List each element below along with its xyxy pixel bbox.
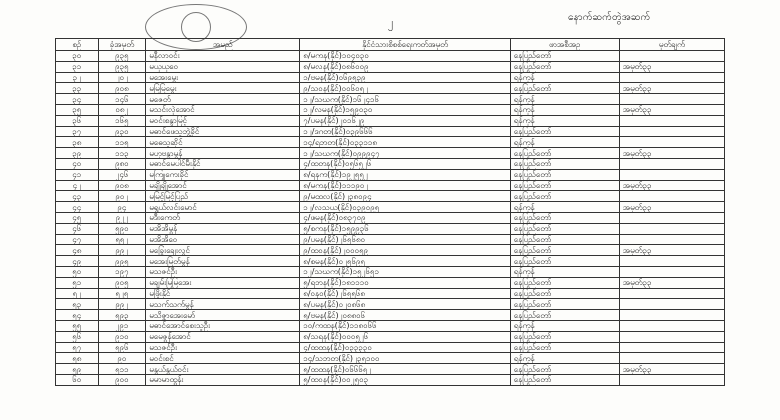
location-cell: ရန်ကုန်	[510, 72, 619, 83]
serial-cell: ၅၀	[56, 266, 99, 277]
name-cell: မအိအိမွန်	[146, 223, 300, 234]
table-row	[56, 126, 725, 137]
nrc-cell: ၁/ဗမန(နိုင်)၀၆၉၅၃၉	[300, 72, 510, 83]
location-cell: ရန်ကုန်	[510, 353, 619, 364]
name-cell: မသက်သက်မွန်	[146, 299, 300, 310]
remark-cell	[619, 212, 724, 223]
nrc-cell: ၈/ပမန(နိုင်)၀၂၀၈၆၈	[300, 299, 510, 310]
serial-cell: ၃၃	[56, 83, 99, 94]
table-row	[56, 202, 725, 213]
name-cell: မရွယ်လင်းမောင်	[146, 202, 300, 213]
table-row	[56, 234, 725, 245]
location-cell: ရန်ကုန်	[510, 320, 619, 331]
seat-cell: ၉၄	[98, 202, 146, 213]
name-cell: မသင်းလှဲအောင်	[146, 104, 300, 115]
name-cell: မဟုဗန္ဒာမွန်	[146, 148, 300, 159]
table-row	[56, 94, 725, 105]
seat-cell: ၁၁၅	[98, 137, 146, 148]
remark-cell	[619, 266, 724, 277]
remark-cell	[619, 115, 724, 126]
nrc-cell: ၉/ပမန(နိုင်)၂၆၅၆၈၀	[300, 234, 510, 245]
name-cell: မဒီးကေတ်	[146, 212, 300, 223]
nrc-cell: ၈/မလန(နိုင်)၀၈၆၀၀၉	[300, 61, 510, 72]
location-cell: နေပြည်တော်	[510, 148, 619, 159]
serial-cell: ၄၇	[56, 234, 99, 245]
remark-cell: အမှတ်၃၃	[619, 61, 724, 72]
location-cell: ရန်ကုန်	[510, 115, 619, 126]
remark-cell	[619, 137, 724, 148]
serial-cell: ၄၄	[56, 202, 99, 213]
location-cell: နေပြည်တော်	[510, 245, 619, 256]
table-row	[56, 353, 725, 364]
table-row	[56, 72, 725, 83]
table-row	[56, 277, 725, 288]
serial-cell: ၅၉	[56, 364, 99, 375]
nrc-cell: ၄/ဖမန(နိုင်)၀၈၃၇၀၉	[300, 212, 510, 223]
seat-cell: ၉၀၅	[98, 277, 146, 288]
nrc-cell: ၈/မကန(နိုင်)၁၁၁၉၀၂	[300, 180, 510, 191]
nrc-cell: ၅/ရဘန(နိုင်)၁၈၁၁၁၀	[300, 277, 510, 288]
seat-cell: ၉၂၂	[98, 212, 146, 223]
nrc-cell: ၅/စကန(နိုင်)၁၅၉၉၃၆	[300, 223, 510, 234]
name-cell: မဓာင်မေပါင်မီးနိုင်	[146, 158, 300, 169]
seat-cell: ၉၀၈	[98, 180, 146, 191]
seat-cell: ၉၃၅	[98, 51, 146, 62]
seat-cell: ၉၉၂	[98, 299, 146, 310]
table-row	[56, 331, 725, 342]
nrc-cell: ၈/မကန(နိုင်)၁၀၄၀၃၀	[300, 51, 510, 62]
remark-cell	[619, 72, 724, 83]
remark-cell	[619, 191, 724, 202]
location-cell: နေပြည်တော်	[510, 364, 619, 375]
name-cell: မချမ်းမြမြအေး	[146, 277, 300, 288]
seat-cell: ၉၀	[98, 353, 146, 364]
serial-cell: ၅၁	[56, 277, 99, 288]
table-row	[56, 51, 725, 62]
nrc-cell: ၁၂/သဃက(နိုင်)၁၆၂၄၁၆	[300, 94, 510, 105]
serial-cell: ၃၇	[56, 126, 99, 137]
serial-cell: ၅၆	[56, 331, 99, 342]
location-cell: နေပြည်တော်	[510, 310, 619, 321]
serial-cell: ၄၃	[56, 191, 99, 202]
table-row	[56, 83, 725, 94]
nrc-cell: ၁၂/လမန(နိုင်)၁၅၉၀၃၀	[300, 104, 510, 115]
serial-cell: ၃၀	[56, 51, 99, 62]
header-location: ဖာအစီအဥ	[510, 39, 619, 51]
name-cell: မဖြိုးနိုင်	[146, 288, 300, 299]
remark-cell	[619, 158, 724, 169]
header-note: နောက်ဆက်တွဲအဆက်	[568, 12, 651, 23]
name-cell: မဝင်းစင်	[146, 353, 300, 364]
remark-cell	[619, 169, 724, 180]
nrc-cell: ၁၂/သဃက(နိုင်)၁၅၂၆၅၁	[300, 266, 510, 277]
location-cell: ရန်ကုန်	[510, 104, 619, 115]
seat-cell: ၁၆၅	[98, 115, 146, 126]
roster-table	[55, 38, 725, 386]
location-cell: နေပြည်တော်	[510, 126, 619, 137]
location-cell: ရန်ကုန်	[510, 94, 619, 105]
remark-cell	[619, 353, 724, 364]
seat-cell: ၅၅၂	[98, 234, 146, 245]
table-header-row	[56, 39, 725, 51]
remark-cell	[619, 299, 724, 310]
location-cell: ရန်ကုန်	[510, 137, 619, 148]
location-cell: နေပြည်တော်	[510, 288, 619, 299]
nrc-cell: ၇/ပမန(နိုင်)၂၀၁၆၂၉	[300, 115, 510, 126]
serial-cell: ၄၅	[56, 212, 99, 223]
remark-cell: အမှတ်၃၃	[619, 83, 724, 94]
name-cell: မမာမာထွန်း	[146, 374, 300, 385]
location-cell: နေပြည်တော်	[510, 180, 619, 191]
nrc-cell: ၅/ထထန(နိုင်)၀၆၆၆၅၂	[300, 364, 510, 375]
serial-cell: ၄၀	[56, 158, 99, 169]
remark-cell: အမှတ်၃၃	[619, 148, 724, 159]
remark-cell: အမှတ်၃၃	[619, 245, 724, 256]
name-cell: မယုယုဝေ	[146, 61, 300, 72]
seat-cell: ၉၉၂	[98, 245, 146, 256]
nrc-cell: ၈/ဝနဝ(နိုင်)၂၆၅၅၆၈	[300, 288, 510, 299]
location-cell: နေပြည်တော်	[510, 234, 619, 245]
nrc-cell: ၈/သရန(နိုင်)၀၀၀၅၂၆	[300, 331, 510, 342]
remark-cell	[619, 310, 724, 321]
remark-cell	[619, 126, 724, 137]
table-row	[56, 364, 725, 375]
serial-cell: ၃၈	[56, 137, 99, 148]
name-cell: မချိုချိုအောင်	[146, 180, 300, 191]
seat-cell: ၂၀၂	[98, 72, 146, 83]
location-cell: နေပြည်တော်	[510, 374, 619, 385]
table-row	[56, 310, 725, 321]
name-cell: မအေးမြတ်မွန်	[146, 256, 300, 267]
seat-cell: ၁၄၆	[98, 94, 146, 105]
nrc-cell: ၄/ထထန(နိုင်)၀၃၃၃၃၀	[300, 342, 510, 353]
location-cell: နေပြည်တော်	[510, 223, 619, 234]
serial-cell: ၅၄	[56, 310, 99, 321]
serial-cell: ၅၅	[56, 320, 99, 331]
serial-cell: ၃၄	[56, 94, 99, 105]
remark-cell	[619, 331, 724, 342]
name-cell: မသဇင်ဦး	[146, 266, 300, 277]
header-remark: မှတ်ချက်	[619, 39, 724, 51]
name-cell: မမြမြမွေး	[146, 83, 300, 94]
nrc-cell: ၉/သဝန(နိုင်)၀၀၆၀၅၂	[300, 83, 510, 94]
nrc-cell: ၅/ဗမန(နိုင်)၂၀၈၈၀၆	[300, 310, 510, 321]
nrc-cell: ၈/စမန(နိုင်)၀၂၅၆၉၅	[300, 256, 510, 267]
nrc-cell: ၄/ထတန(နိုင်)၀၅၆၅၂၆	[300, 158, 510, 169]
location-cell: ရန်ကုန်	[510, 266, 619, 277]
location-cell: နေပြည်တော်	[510, 277, 619, 288]
location-cell: နေပြည်တော်	[510, 158, 619, 169]
seat-cell: ၉၁၀	[98, 331, 146, 342]
seat-cell: ၉၀၂	[98, 191, 146, 202]
table-row	[56, 374, 725, 385]
serial-cell: ၃၉	[56, 148, 99, 159]
name-cell: မဓာင်ဖေသူဘွဲ့ခိုင်	[146, 126, 300, 137]
name-cell: မသဇင်ဦး	[146, 342, 300, 353]
remark-cell	[619, 374, 724, 385]
seat-cell: ၂၄၆	[98, 169, 146, 180]
location-cell: နေပြည်တော်	[510, 83, 619, 94]
serial-cell: ၅၇	[56, 342, 99, 353]
name-cell: မဝင်းစန္ဒာမြင့်	[146, 115, 300, 126]
location-cell: နေပြည်တော်	[510, 299, 619, 310]
table-row	[56, 342, 725, 353]
location-cell: နေပြည်တော်	[510, 61, 619, 72]
seat-cell: ၀၈၂	[98, 104, 146, 115]
nrc-cell: ၅/ထဝန(နိုင်)၀၀၂၅၀၃	[300, 374, 510, 385]
nrc-cell: ၁၄/ရဘတ(နိုင်)၀၃၃၁၁၈	[300, 137, 510, 148]
seat-cell: ၅၉၀	[98, 223, 146, 234]
serial-cell: ၄၁	[56, 169, 99, 180]
name-cell: မကြူကေးခိုင်	[146, 169, 300, 180]
table-row	[56, 245, 725, 256]
serial-cell: ၄၉	[56, 256, 99, 267]
seat-cell: ၁၉၇	[98, 266, 146, 277]
remark-cell	[619, 223, 724, 234]
name-cell: မဓာင်အောင်စေးသူဦး	[146, 320, 300, 331]
name-cell: မအိအိဝေ	[146, 234, 300, 245]
seat-cell: ၅၉၃	[98, 310, 146, 321]
remark-cell: အမှတ်၃၃	[619, 180, 724, 191]
name-cell: မမြင့်မြင့်ပြည်	[146, 191, 300, 202]
location-cell: ရန်ကုန်	[510, 202, 619, 213]
remark-cell: အမှတ်၃၃	[619, 202, 724, 213]
serial-cell: ၄၆	[56, 223, 99, 234]
serial-cell: ၄၈	[56, 245, 99, 256]
seat-cell: ၉၃၅	[98, 61, 146, 72]
table-row	[56, 191, 725, 202]
seat-cell: ၉၀၀	[98, 374, 146, 385]
seat-cell: ၂၉၁	[98, 320, 146, 331]
table-row	[56, 266, 725, 277]
remark-cell	[619, 256, 724, 267]
remark-cell	[619, 94, 724, 105]
name-cell: မနွယ်နွယ်ဝင်း	[146, 364, 300, 375]
nrc-cell: ၈/ရနက(နိုင်)၁၉၂၅၅၂	[300, 169, 510, 180]
table-row	[56, 115, 725, 126]
table-row	[56, 288, 725, 299]
name-cell: မဇေတ်	[146, 94, 300, 105]
serial-cell: ၃၁	[56, 61, 99, 72]
serial-cell: ၃၆	[56, 115, 99, 126]
remark-cell	[619, 51, 724, 62]
nrc-cell: ၉/ထဝန(နိုင်)၂၀၀၀၅၉	[300, 245, 510, 256]
seat-cell: ၉၃၀	[98, 126, 146, 137]
remark-cell	[619, 320, 724, 331]
seat-cell: ၅၂၅	[98, 288, 146, 299]
location-cell: နေပြည်တော်	[510, 212, 619, 223]
table-row	[56, 158, 725, 169]
page-number: ၂	[388, 16, 394, 29]
location-cell: နေပြည်တော်	[510, 191, 619, 202]
serial-cell: ၃၂	[56, 72, 99, 83]
header-nrc: နိုင်ငံသားစိစစ်ရေးကတ်အမှတ်	[300, 39, 510, 51]
table-row	[56, 137, 725, 148]
seat-cell: ၉၉၅	[98, 256, 146, 267]
table-row	[56, 223, 725, 234]
remark-cell: အမှတ်၃၃	[619, 364, 724, 375]
remark-cell	[619, 234, 724, 245]
nrc-cell: ၁၂/သဃက(နိုင်)၀၉၉၉၄၇	[300, 148, 510, 159]
table-row	[56, 256, 725, 267]
header-seat: ခုံအမှတ်	[98, 39, 146, 51]
remark-cell: အမှတ်၃၃	[619, 277, 724, 288]
seat-cell: ၅၁၁	[98, 364, 146, 375]
table-row	[56, 148, 725, 159]
location-cell: နေပြည်တော်	[510, 51, 619, 62]
seat-cell: ၉၈၀	[98, 158, 146, 169]
table-row	[56, 180, 725, 191]
remark-cell	[619, 342, 724, 353]
serial-cell: ၃၅	[56, 104, 99, 115]
name-cell: မအေးမွေး	[146, 72, 300, 83]
remark-cell: အမှတ်၃၃	[619, 104, 724, 115]
table-row	[56, 169, 725, 180]
remark-cell	[619, 288, 724, 299]
table-row	[56, 320, 725, 331]
serial-cell: ၅၂	[56, 288, 99, 299]
table-row	[56, 212, 725, 223]
location-cell: နေပြည်တော်	[510, 169, 619, 180]
seat-cell: ၅၉၆	[98, 342, 146, 353]
nrc-cell: ၉/မထလ(နိုင်)၂၃၈၀၉၄	[300, 191, 510, 202]
name-cell: မသိဇ္ဇာအေးမော်	[146, 310, 300, 321]
table-row	[56, 61, 725, 72]
nrc-cell: ၁၂/ဒဂတ(နိုင်)၀၃၉၆၆၆	[300, 126, 510, 137]
name-cell: မမေဇွန်အောင်	[146, 331, 300, 342]
name-cell: မဓေသူဆိုင်	[146, 137, 300, 148]
seat-cell: ၉၀၈	[98, 83, 146, 94]
nrc-cell: ၁၂/လသယ(နိုင်)၀၃၉၀၉၅	[300, 202, 510, 213]
location-cell: နေပြည်တော်	[510, 331, 619, 342]
nrc-cell: ၁၄/သဘတ(နိုင်)၂၃၅၁၀၀	[300, 353, 510, 364]
seat-cell: ၁၁၃	[98, 148, 146, 159]
roster-table-container	[55, 38, 725, 408]
table-row	[56, 299, 725, 310]
header-name: အမည်	[146, 39, 300, 51]
table-row	[56, 104, 725, 115]
nrc-cell: ၁၀/ကထန(နိုင်)၁၁၈၀၆၆	[300, 320, 510, 331]
name-cell: မခြွေးချေးလွင်	[146, 245, 300, 256]
serial-cell: ၄၂	[56, 180, 99, 191]
serial-cell: ၅၃	[56, 299, 99, 310]
location-cell: နေပြည်တော်	[510, 256, 619, 267]
serial-cell: ၅၈	[56, 353, 99, 364]
header-serial: စဥ်	[56, 39, 99, 51]
serial-cell: ၆၀	[56, 374, 99, 385]
location-cell: နေပြည်တော်	[510, 342, 619, 353]
name-cell: မနီလာဝင်း	[146, 51, 300, 62]
